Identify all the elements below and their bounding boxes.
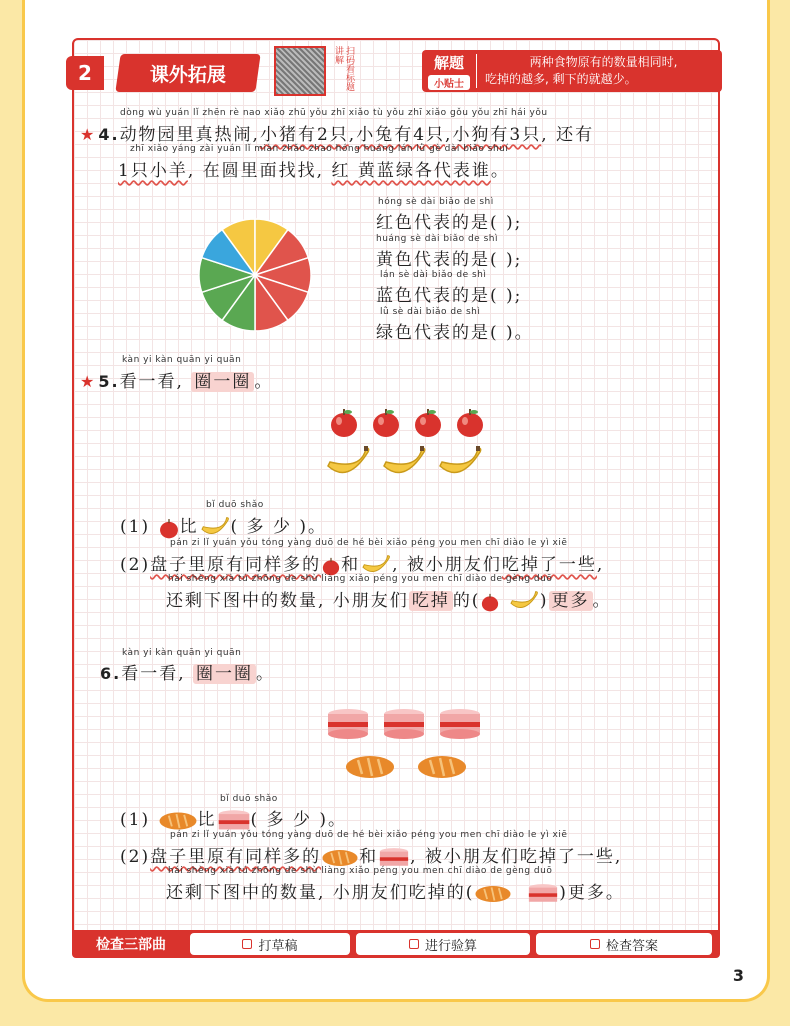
checkbox-icon: [409, 939, 419, 949]
q6-sub2-text2-a: 还剩下图中的数量, 小朋友们吃掉的(: [166, 883, 475, 903]
q6-sub2-text-b: 和: [359, 847, 379, 867]
section-title-text: 课外拓展: [149, 63, 226, 86]
banana-icon[interactable]: [508, 589, 540, 615]
q4-text-2d: 。: [490, 161, 510, 181]
cake-icon: [326, 706, 370, 740]
q4-line-2: [118, 156, 510, 181]
verify-checkbox[interactable]: [356, 933, 530, 955]
star-icon: ★: [80, 125, 97, 144]
banana-icon: [380, 444, 428, 484]
q5-text-a: 看一看,: [119, 372, 192, 392]
q5-sub2-text2-f: 。: [592, 591, 612, 611]
q4-answer-pinyin-yellow: huáng sè dài biǎo de shì: [376, 234, 498, 244]
section-number-badge: 2: [66, 56, 104, 90]
apple-icon: [321, 556, 341, 576]
q5-sub2-label: (2): [120, 555, 151, 575]
q4-answer-yellow[interactable]: 黄色代表的是( );: [376, 250, 523, 270]
q6-sub2-line-2: [166, 878, 625, 906]
cake-row: [326, 706, 482, 740]
check-answer-checkbox[interactable]: [536, 933, 712, 955]
q6-text-c: 。: [256, 664, 276, 684]
check-answer-label: 检查答案: [605, 938, 658, 954]
color-pie-chart: [190, 218, 320, 332]
q4-answer-red[interactable]: 红色代表的是( );: [376, 213, 523, 233]
q4-answer-pinyin-red: hóng sè dài biǎo de shì: [378, 197, 494, 207]
banana-row: [324, 444, 484, 484]
q4-text-1e: ,: [445, 125, 453, 145]
bread-icon: [416, 754, 468, 780]
q4-line-1: [80, 120, 594, 145]
q6-number: 6.: [100, 664, 122, 683]
q4-text-2a: 1只小羊: [118, 161, 188, 181]
q5-number: 5.: [98, 372, 120, 391]
q6-sub2-text-a: 盘子里原有同样多的: [150, 847, 322, 867]
q4-number: 4.: [98, 125, 120, 144]
q5-sub2-line-2: [166, 586, 612, 615]
q5-line: [80, 367, 273, 392]
q4-text-1d: 小兔有4只: [356, 125, 446, 145]
q4-pinyin-2: zhī xiǎo yáng zài yuán lǐ miàn zhǎo zhao hóng huáng lán lǜ gè dài biǎo shuí: [130, 144, 509, 154]
q5-sub2-text2-e: 更多: [549, 591, 593, 611]
verify-label: 进行验算: [424, 938, 477, 954]
cake-icon: [438, 706, 482, 740]
q6-sub1-label: (1): [120, 810, 151, 830]
cake-icon: [382, 706, 426, 740]
q5-sub2-text-d: 吃掉了一些: [501, 555, 597, 575]
tip-label-top: 解题: [433, 54, 464, 72]
q5-sub1-line: [120, 512, 327, 541]
q5-sub1-label: (1): [120, 517, 151, 537]
banana-icon: [199, 515, 231, 541]
q4-text-1a: 动物园里真热闹,: [119, 125, 260, 145]
q4-answer-green[interactable]: 绿色代表的是( )。: [376, 323, 534, 343]
apple-icon: [370, 406, 402, 438]
q5-text-c: 。: [254, 372, 274, 392]
q5-sub2-text-a: 盘子里原有同样多的: [150, 555, 322, 575]
q5-sub1-choice[interactable]: ( 多 少 )。: [230, 517, 327, 537]
q5-sub2-text2-d: ): [539, 591, 549, 611]
q6-sub1-pinyin: bǐ duō shǎo: [220, 794, 278, 804]
q4-pinyin-1: dòng wù yuán lǐ zhēn rè nao xiǎo zhū yǒu zhī xiǎo tù yǒu zhī xiǎo gǒu yǒu zhī hái yǒu: [120, 108, 548, 118]
tip-label: [422, 52, 476, 90]
q6-sub1-bi: 比: [197, 810, 217, 830]
q5-text-b: 圈一圈: [191, 372, 254, 392]
tip-box: [422, 50, 722, 92]
q4-text-2c: 红 黄蓝绿各代表谁: [331, 161, 491, 181]
q4-text-1b: 小猪有2只: [259, 125, 349, 145]
tip-label-bottom: 小贴士: [428, 75, 470, 90]
q4-answer-blue[interactable]: 蓝色代表的是( );: [376, 286, 523, 306]
star-icon: ★: [80, 372, 97, 391]
q6-line: [100, 659, 275, 684]
q4-text-1f: 小狗有3只: [452, 125, 542, 145]
q5-sub2-pinyin-2: hái shèng xià tú zhōng de shù liàng xiǎo péng you men chī diào de gèng duō: [168, 574, 553, 584]
tip-text: [476, 54, 722, 88]
bread-icon[interactable]: [474, 884, 512, 904]
q4-answer-pinyin-blue: lán sè dài biǎo de shì: [380, 270, 487, 280]
q6-sub2-pinyin-2: hái shèng xià tú zhōng de shù liàng xiǎo péng you men chī diào de gèng duō: [168, 866, 553, 876]
q5-sub2-text2-a: 还剩下图中的数量, 小朋友们: [166, 591, 409, 611]
checkbox-icon: [242, 939, 252, 949]
q5-sub2-text-c: , 被小朋友们: [392, 555, 502, 575]
section-title: [115, 54, 260, 92]
q6-pinyin: kàn yi kàn quān yi quān: [122, 648, 242, 658]
cake-icon[interactable]: [527, 882, 559, 906]
q5-sub2-text-b: 和: [341, 555, 361, 575]
q6-sub2-text2-b: )更多。: [559, 883, 625, 903]
q6-sub2-text-c: , 被小朋友们吃掉了一些,: [410, 847, 623, 867]
apple-row: [328, 406, 486, 438]
checkbox-icon: [590, 939, 600, 949]
qr-code[interactable]: [274, 46, 326, 96]
q6-sub1-choice[interactable]: ( 多 少 )。: [250, 810, 347, 830]
banana-icon: [436, 444, 484, 484]
apple-icon[interactable]: [480, 592, 500, 612]
q5-sub2-pinyin: pán zi lǐ yuán yǒu tóng yàng duō de hé bèi xiǎo péng you men chī diào le yì xiē: [170, 538, 568, 548]
check-steps-bar: [72, 930, 720, 958]
q6-text-a: 看一看,: [121, 664, 194, 684]
pie-slices: [199, 219, 311, 331]
q6-sub2-pinyin: pán zi lǐ yuán yǒu tóng yàng duō de hé bèi xiǎo péng you men chī diào le yì xiē: [170, 830, 568, 840]
tip-line-2: 吃掉的越多, 剩下的就越少。: [485, 72, 637, 86]
apple-icon: [412, 406, 444, 438]
tip-line-1: 两种食物原有的数量相同时,: [529, 55, 678, 69]
q4-text-1c: ,: [348, 125, 357, 145]
q5-pinyin: kàn yi kàn quān yi quān: [122, 355, 242, 365]
q4-text-2b: , 在圆里面找找,: [187, 161, 332, 181]
bread-icon: [344, 754, 396, 780]
apple-icon: [158, 517, 180, 539]
bread-row: [344, 754, 468, 780]
page-number: 3: [732, 966, 744, 985]
banana-icon: [324, 444, 372, 484]
bread-icon: [158, 810, 198, 832]
bread-icon: [321, 848, 359, 868]
apple-icon: [328, 406, 360, 438]
q5-sub2-text2-b: 吃掉: [409, 591, 453, 611]
q6-text-b: 圈一圈: [193, 664, 256, 684]
q6-sub2-label: (2): [120, 847, 151, 867]
check-steps-title: 检查三部曲: [96, 937, 166, 953]
q4-answer-pinyin-green: lǜ sè dài biǎo de shì: [380, 307, 481, 317]
draft-label: 打草稿: [258, 938, 298, 954]
q5-sub2-text-e: ,: [596, 555, 605, 575]
draft-checkbox[interactable]: [190, 933, 350, 955]
q5-sub1-pinyin: bǐ duō shǎo: [206, 500, 264, 510]
q4-text-1g: , 还有: [541, 125, 595, 145]
apple-icon: [454, 406, 486, 438]
scan-hint: 扫码看标题讲解: [333, 46, 354, 91]
q5-sub1-bi: 比: [179, 517, 199, 537]
q5-sub2-text2-c: 的(: [452, 591, 481, 611]
